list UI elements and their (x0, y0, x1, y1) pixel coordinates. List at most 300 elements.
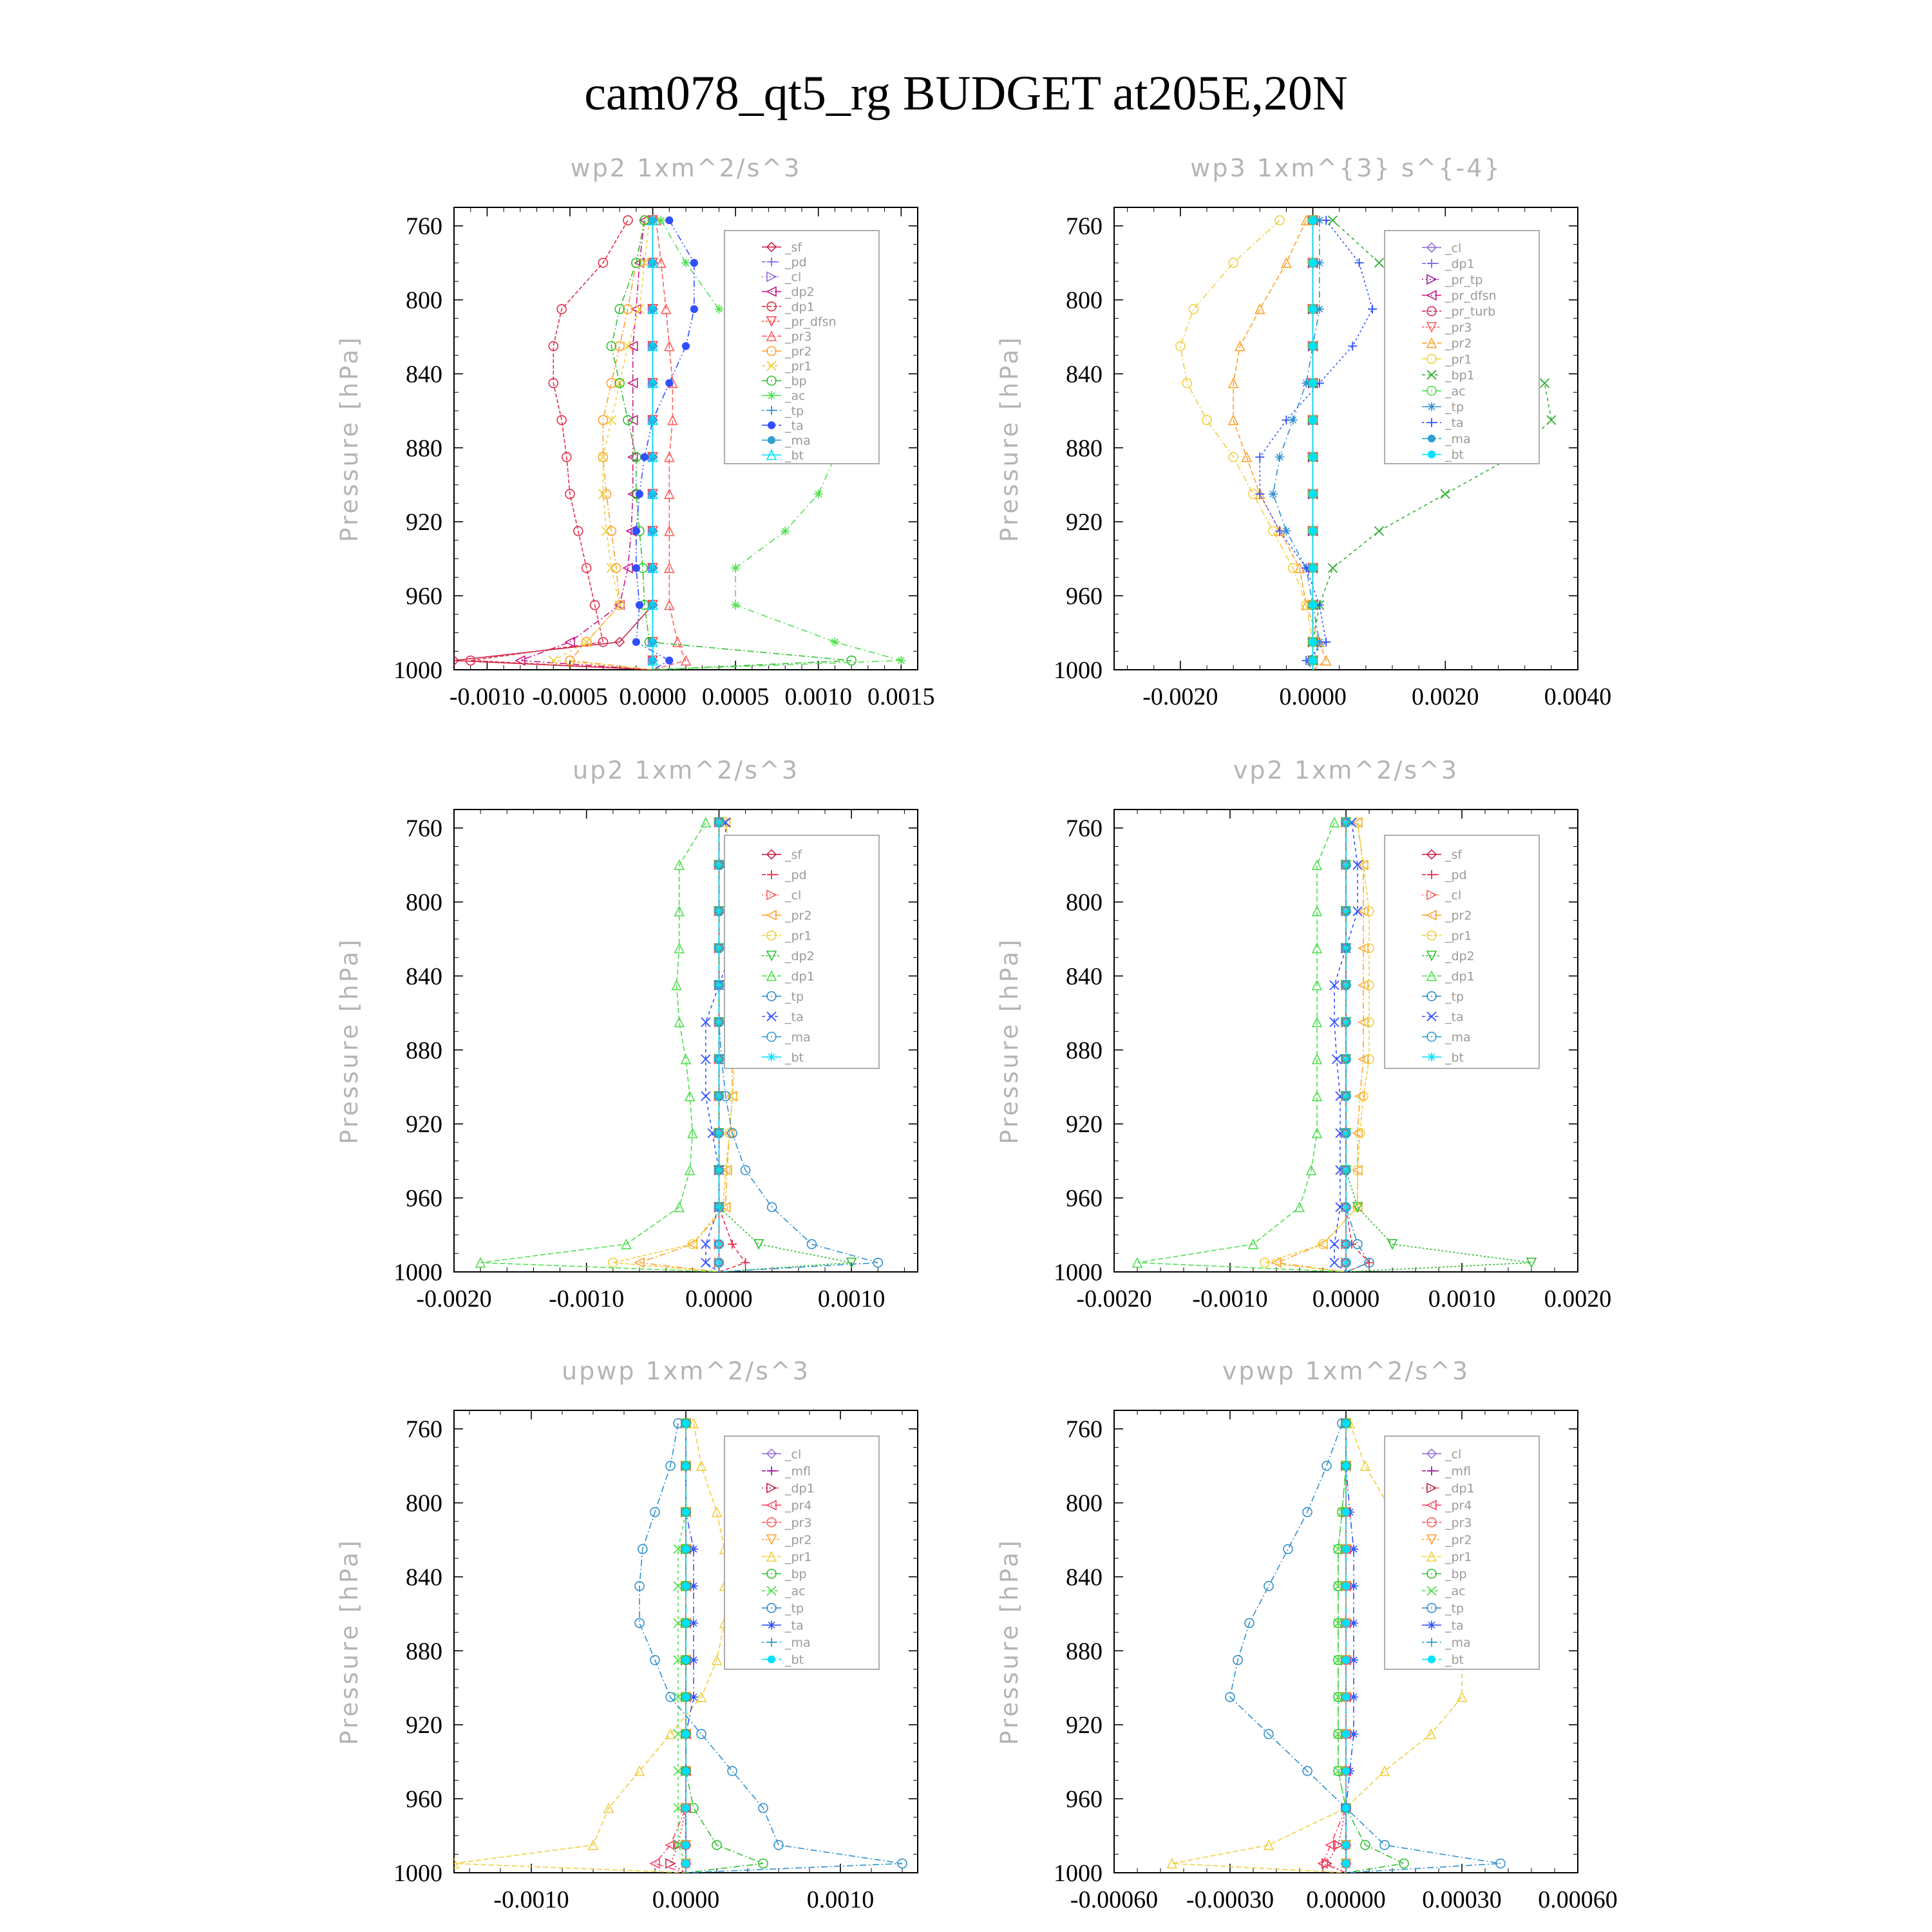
legend-label: _ta (785, 1618, 804, 1633)
legend-label: _pd (785, 868, 807, 883)
legend-marker (1428, 1656, 1435, 1663)
data-point (714, 818, 723, 827)
data-point (1349, 1656, 1358, 1665)
y-tick-label: 920 (1066, 1111, 1103, 1139)
legend-label: _ta (1445, 1010, 1464, 1025)
data-point (714, 1055, 723, 1064)
y-axis-label: Pressure [hPa] (336, 937, 363, 1144)
data-point (830, 638, 839, 647)
legend-label: _pr1 (1445, 352, 1472, 367)
data-point (689, 1692, 698, 1701)
y-tick-label: 960 (1066, 583, 1103, 611)
data-point (1309, 638, 1316, 645)
data-point (1349, 1618, 1358, 1627)
data-point (682, 1420, 689, 1427)
y-tick-label: 920 (406, 509, 442, 536)
data-point (1349, 1730, 1358, 1739)
data-point (1309, 527, 1316, 535)
legend-label: _pr3 (1445, 1515, 1472, 1530)
legend-label: _bp (785, 374, 807, 389)
legend-label: _cl (785, 888, 802, 903)
legend-label: _ma (1445, 431, 1471, 446)
legend-marker (768, 437, 775, 444)
data-point (666, 657, 673, 664)
chart-panel-2 (996, 154, 1611, 710)
data-point (1361, 1461, 1370, 1470)
y-axis-label: Pressure [hPa] (336, 1538, 363, 1745)
data-point (1202, 415, 1211, 424)
y-tick-label: 960 (1066, 1786, 1103, 1814)
data-point (1342, 1804, 1349, 1812)
legend (724, 1436, 879, 1669)
legend-label: _bt (1445, 1050, 1464, 1065)
legend-label: _bt (785, 1653, 804, 1667)
data-point (1309, 491, 1316, 498)
x-tick-label: 0.0010 (806, 1886, 875, 1913)
legend-label: _ma (785, 433, 811, 448)
data-point (1332, 1055, 1341, 1064)
legend-label: _tp (1445, 1601, 1464, 1616)
legend (724, 835, 879, 1068)
chart-panel-5 (336, 1357, 918, 1913)
y-tick-label: 760 (406, 815, 442, 842)
x-tick-label: 0.0020 (1544, 1285, 1612, 1312)
data-point (814, 489, 823, 498)
legend-label: _cl (785, 270, 802, 285)
data-point (1341, 860, 1350, 869)
data-point (1182, 379, 1191, 388)
data-point (682, 1730, 689, 1738)
y-tick-label: 760 (1066, 815, 1103, 842)
series-pr3 (652, 216, 690, 670)
data-point (697, 1730, 706, 1739)
data-point (682, 1694, 689, 1701)
legend-label: _bt (785, 1050, 804, 1065)
data-point (1330, 1258, 1339, 1267)
y-tick-label: 880 (406, 435, 442, 462)
y-tick-label: 960 (1066, 1185, 1103, 1213)
data-point (1341, 1092, 1350, 1101)
x-tick-label: -0.0010 (493, 1886, 569, 1913)
legend-marker (1427, 402, 1436, 412)
legend-label: _ac (1445, 1584, 1466, 1599)
legend-label: _cl (1445, 1447, 1462, 1462)
data-point (1322, 1461, 1331, 1470)
data-point (1275, 453, 1284, 462)
data-point (682, 1463, 689, 1470)
x-tick-label: 0.00060 (1538, 1886, 1618, 1913)
data-point (1348, 341, 1357, 350)
data-point (607, 379, 616, 388)
chart-panel-3 (336, 756, 918, 1312)
data-point (682, 1620, 689, 1627)
data-point (1264, 1582, 1273, 1591)
legend-label: _pd (1445, 868, 1467, 883)
x-tick-label: 0.0000 (685, 1285, 753, 1312)
legend-label: _dp1 (1445, 257, 1475, 272)
legend-label: _tp (1445, 989, 1464, 1004)
y-tick-label: 920 (406, 1111, 442, 1139)
y-tick-label: 880 (406, 1638, 442, 1665)
data-point (1341, 1055, 1350, 1064)
data-point (689, 1582, 698, 1591)
x-tick-label: 0.00030 (1422, 1886, 1502, 1913)
legend-label: _pr2 (785, 345, 812, 359)
data-point (682, 1546, 689, 1553)
data-point (714, 860, 723, 869)
legend-label: _tp (1445, 400, 1464, 415)
legend-label: _ma (785, 1030, 811, 1045)
series-line (1180, 220, 1313, 670)
legend-label: _pr3 (1445, 320, 1472, 335)
data-point (1441, 489, 1450, 498)
data-point (1342, 1508, 1349, 1515)
series-dp1 (466, 216, 653, 670)
series-pr1 (609, 818, 739, 1272)
series-tp (1269, 216, 1324, 670)
legend-marker (767, 1052, 776, 1061)
y-tick-label: 880 (1066, 1638, 1103, 1665)
data-point (714, 943, 723, 952)
data-point (673, 638, 682, 647)
panel-title: up2 1xm^2/s^3 (573, 756, 799, 784)
legend-label: _pr3 (785, 329, 812, 344)
y-tick-label: 840 (1066, 963, 1103, 990)
data-point (1309, 260, 1316, 267)
data-point (636, 491, 643, 498)
series-line (471, 220, 653, 670)
y-tick-label: 1000 (1054, 1860, 1103, 1887)
figure-title: cam078_qt5_rg BUDGET at205E,20N (584, 66, 1348, 120)
legend-label: _tp (785, 1601, 804, 1616)
data-point (1342, 1463, 1349, 1470)
legend-label: _ta (1445, 416, 1464, 431)
data-point (1349, 1544, 1358, 1553)
data-point (690, 260, 697, 267)
y-tick-label: 800 (406, 287, 442, 314)
data-point (682, 1656, 689, 1663)
x-tick-label: -0.00030 (1186, 1886, 1274, 1913)
legend (724, 231, 879, 464)
legend-label: _ta (785, 419, 804, 433)
legend-label: _tp (785, 404, 804, 419)
data-point (1283, 1544, 1293, 1553)
data-point (1309, 564, 1316, 571)
data-point (1282, 415, 1291, 424)
data-point (896, 656, 905, 665)
x-tick-label: -0.0020 (1142, 683, 1218, 710)
legend-label: _ma (785, 1636, 811, 1651)
data-point (728, 1766, 737, 1776)
legend-label: _pd (785, 255, 807, 270)
legend-label: _pr1 (785, 929, 812, 943)
data-point (1349, 1582, 1358, 1591)
legend-label: _pr2 (1445, 336, 1472, 351)
legend-label: _pr2 (1445, 909, 1472, 923)
y-tick-label: 880 (406, 1037, 442, 1065)
data-point (1540, 379, 1549, 388)
legend-marker (767, 1620, 776, 1629)
y-tick-label: 840 (1066, 361, 1103, 388)
data-point (689, 1618, 698, 1627)
x-tick-label: 0.0000 (1279, 683, 1347, 710)
series-dp1 (1133, 818, 1346, 1272)
data-point (682, 1804, 689, 1812)
data-point (714, 1202, 723, 1211)
legend-label: _bt (1445, 1653, 1464, 1667)
x-tick-label: 0.0015 (867, 683, 935, 710)
y-tick-label: 920 (1066, 1712, 1103, 1739)
y-axis-label: Pressure [hPa] (996, 335, 1023, 542)
y-tick-label: 920 (1066, 509, 1103, 536)
x-tick-label: -0.0020 (416, 1285, 492, 1312)
y-axis-label: Pressure [hPa] (996, 1538, 1023, 1745)
x-tick-label: 0.00000 (1306, 1886, 1386, 1913)
data-point (1176, 341, 1185, 350)
legend-label: _ma (1445, 1636, 1471, 1651)
y-tick-label: 920 (406, 1712, 442, 1739)
x-tick-label: 0.0010 (817, 1285, 886, 1312)
legend-label: _pr1 (1445, 1550, 1472, 1564)
legend-label: _mfl (785, 1464, 811, 1479)
data-point (1255, 305, 1264, 314)
y-tick-label: 1000 (1054, 1259, 1103, 1286)
legend-label: _ac (785, 389, 806, 404)
data-point (731, 564, 740, 573)
legend-marker (1428, 435, 1435, 442)
legend-label: _pr2 (785, 1533, 812, 1548)
panel-title: wp3 1xm^{3} s^{-4} (1190, 154, 1502, 182)
data-point (1342, 1420, 1349, 1427)
x-tick-label: -0.0010 (449, 683, 526, 710)
data-point (741, 1258, 750, 1267)
data-point (714, 1018, 723, 1027)
legend-label: _pr4 (785, 1499, 812, 1513)
data-point (682, 1841, 689, 1848)
legend-label: _dp1 (1445, 1481, 1475, 1496)
data-point (1328, 564, 1337, 573)
legend-label: _ta (785, 1010, 804, 1025)
data-point (1380, 1841, 1389, 1850)
data-point (1341, 1129, 1350, 1138)
x-tick-label: 0.0040 (1544, 683, 1612, 710)
series-line (1137, 822, 1346, 1272)
data-point (1342, 1620, 1349, 1627)
data-point (682, 1508, 689, 1515)
legend-label: _pr3 (785, 1515, 812, 1530)
chart-panel-6 (996, 1357, 1618, 1913)
data-point (1189, 305, 1198, 314)
data-point (1341, 818, 1350, 827)
legend-label: _pr1 (785, 359, 812, 374)
data-point (682, 1582, 689, 1589)
x-tick-label: 0.0010 (784, 683, 852, 710)
series-sf (450, 216, 658, 670)
x-tick-label: 0.0010 (1428, 1285, 1496, 1312)
data-point (650, 1859, 659, 1868)
x-tick-label: -0.0010 (549, 1285, 625, 1312)
legend-label: _dp1 (1445, 969, 1475, 984)
series-pr1 (1176, 216, 1318, 670)
legend-label: _cl (1445, 241, 1462, 256)
data-point (632, 564, 639, 571)
legend-label: _tp (785, 989, 804, 1004)
legend-label: _bt (1445, 448, 1464, 462)
x-tick-label: -0.00060 (1070, 1886, 1159, 1913)
data-point (1309, 453, 1316, 460)
series-line (636, 220, 694, 670)
data-point (701, 1092, 710, 1101)
legend-label: _dp2 (1445, 949, 1475, 963)
y-tick-label: 960 (406, 1185, 442, 1213)
y-tick-label: 840 (406, 1564, 442, 1591)
data-point (682, 1860, 689, 1867)
legend-label: _sf (785, 848, 802, 862)
y-tick-label: 1000 (393, 1259, 442, 1286)
data-point (1330, 1240, 1339, 1249)
legend-label: _pr_dfsn (1445, 289, 1497, 303)
data-point (635, 1618, 644, 1627)
x-tick-label: -0.0005 (532, 683, 608, 710)
data-point (1342, 1860, 1349, 1867)
legend-marker (1428, 451, 1435, 458)
series-dp1 (476, 818, 719, 1272)
data-point (1309, 601, 1316, 609)
y-tick-label: 960 (406, 1786, 442, 1814)
x-tick-label: 0.0005 (701, 683, 770, 710)
y-tick-label: 800 (1066, 287, 1103, 314)
data-point (1264, 1841, 1273, 1850)
legend-label: _bp (785, 1567, 807, 1582)
data-point (731, 600, 740, 609)
legend-label: _ta (1445, 1618, 1464, 1633)
data-point (666, 217, 673, 224)
legend-label: _dp2 (785, 285, 815, 299)
data-point (1342, 1730, 1349, 1738)
data-point (1309, 379, 1316, 386)
chart-panel-1 (336, 154, 935, 710)
data-point (1341, 1018, 1350, 1027)
y-tick-label: 800 (1066, 889, 1103, 916)
data-point (1269, 489, 1278, 498)
x-tick-label: -0.0010 (1192, 1285, 1268, 1312)
legend-label: _pr1 (1445, 929, 1472, 943)
legend-label: _ac (785, 1584, 806, 1599)
legend-marker (768, 422, 775, 429)
y-tick-label: 840 (406, 361, 442, 388)
y-tick-label: 880 (1066, 435, 1103, 462)
x-tick-label: -0.0020 (1076, 1285, 1152, 1312)
series-line (480, 822, 719, 1272)
y-tick-label: 840 (1066, 1564, 1103, 1591)
series-line (1276, 822, 1363, 1272)
legend-marker (768, 1656, 775, 1663)
data-point (1309, 217, 1316, 224)
legend (1385, 1436, 1539, 1669)
x-tick-label: 0.0000 (652, 1886, 720, 1913)
legend-label: _bt (785, 448, 804, 463)
data-point (728, 1240, 737, 1249)
legend-marker (1427, 1620, 1436, 1629)
x-tick-label: 0.0000 (619, 683, 687, 710)
legend-label: _dp1 (785, 969, 815, 984)
legend-label: _bp (1445, 1567, 1467, 1582)
data-point (1309, 657, 1316, 664)
data-point (1255, 453, 1264, 462)
data-point (1341, 1258, 1350, 1267)
data-point (666, 379, 673, 386)
data-point (632, 527, 639, 535)
y-axis-label: Pressure [hPa] (336, 335, 363, 542)
y-tick-label: 800 (406, 1490, 442, 1517)
data-point (565, 638, 574, 647)
data-point (1309, 343, 1316, 350)
data-point (1374, 527, 1383, 536)
legend-label: _ma (1445, 1030, 1471, 1045)
panel-title: vp2 1xm^2/s^3 (1233, 756, 1459, 784)
y-axis-label: Pressure [hPa] (996, 937, 1023, 1144)
data-point (1342, 1841, 1349, 1848)
data-point (1341, 981, 1350, 990)
y-tick-label: 960 (406, 583, 442, 611)
y-tick-label: 840 (406, 963, 442, 990)
data-point (1368, 305, 1377, 314)
legend-label: _cl (785, 1447, 802, 1462)
data-point (1229, 258, 1238, 267)
y-tick-label: 800 (406, 889, 442, 916)
data-point (682, 1767, 689, 1774)
data-point (714, 1092, 723, 1101)
legend-label: _dp2 (785, 949, 815, 963)
y-tick-label: 1000 (393, 657, 442, 684)
data-point (1342, 1694, 1349, 1701)
legend-label: _pr2 (785, 909, 812, 923)
data-point (1341, 1202, 1350, 1211)
legend-label: _pr1 (785, 1550, 812, 1564)
y-tick-label: 760 (1066, 1416, 1103, 1443)
data-point (656, 216, 665, 225)
data-point (1341, 943, 1350, 952)
legend (1385, 231, 1539, 464)
data-point (690, 305, 697, 312)
data-point (807, 1240, 816, 1249)
data-point (666, 1859, 675, 1868)
panels (336, 154, 1618, 1913)
data-point (689, 1544, 698, 1553)
y-tick-label: 1000 (393, 1860, 442, 1887)
legend-marker (1427, 1052, 1436, 1061)
legend (1385, 835, 1539, 1068)
legend-label: _dp1 (785, 299, 815, 314)
data-point (1342, 1656, 1349, 1663)
data-point (1342, 1546, 1349, 1553)
x-tick-label: 0.0000 (1312, 1285, 1380, 1312)
data-point (615, 341, 624, 350)
legend-label: _mfl (1445, 1464, 1471, 1479)
y-tick-label: 1000 (1054, 657, 1103, 684)
y-tick-label: 760 (406, 213, 442, 240)
data-point (1342, 1767, 1349, 1774)
data-point (714, 981, 723, 990)
data-point (549, 656, 558, 665)
data-point (689, 1656, 698, 1665)
data-point (1355, 258, 1364, 267)
legend-label: _pr_tp (1445, 272, 1483, 287)
data-point (714, 1258, 723, 1267)
data-point (1342, 1582, 1349, 1589)
series-line (653, 220, 686, 670)
legend-label: _bp1 (1445, 368, 1475, 383)
